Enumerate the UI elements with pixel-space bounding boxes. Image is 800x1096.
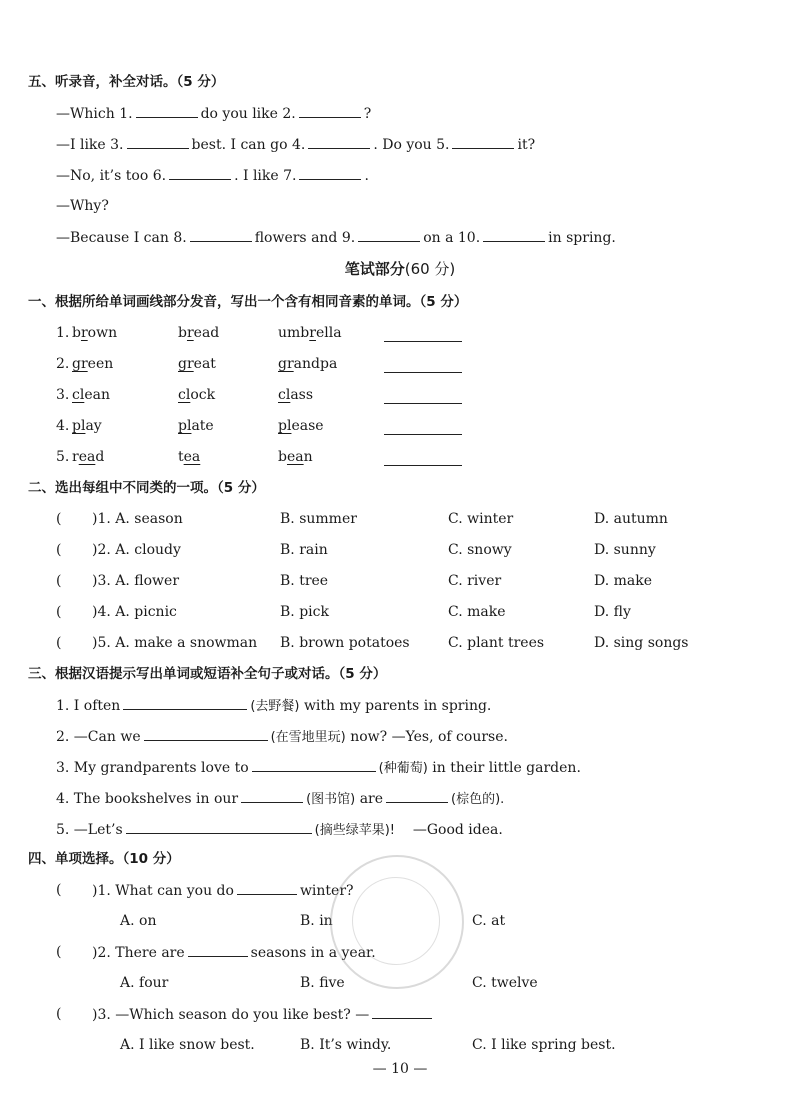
section4-heading: 四、单项选择。（10 分） (28, 851, 180, 867)
word-part: ease (291, 418, 324, 434)
word-part: t (178, 449, 184, 465)
option-b[interactable]: B. tree (280, 573, 329, 589)
fill-question-3: 3. My grandparents love to (种葡萄) in their little garden. (56, 757, 581, 779)
blank-7[interactable] (299, 165, 361, 180)
word-2 (178, 323, 219, 343)
word-3 (278, 416, 324, 436)
option-a[interactable]: )4. A. picnic (92, 604, 177, 620)
word-1 (72, 416, 102, 436)
option-d[interactable]: D. autumn (594, 511, 668, 527)
underlined-letters: ea (183, 449, 201, 465)
option-a[interactable]: )3. A. flower (92, 573, 180, 589)
choice-question-1: )1. What can you do winter? (92, 880, 354, 901)
answer-blank[interactable] (384, 434, 462, 435)
answer-paren[interactable]: ( (56, 542, 62, 558)
choice-blank-2[interactable] (188, 942, 248, 957)
word-part: eat (193, 356, 216, 372)
blank-1[interactable] (136, 103, 198, 118)
answer-blank[interactable] (384, 465, 462, 466)
section2-heading: 二、选出每组中不同类的一项。（5 分） (28, 480, 265, 496)
option-d[interactable]: D. make (594, 573, 653, 589)
option-c[interactable]: C. snowy (448, 542, 512, 558)
word-3 (278, 323, 342, 343)
underlined-letters: gr (178, 356, 194, 372)
fill-blank-2[interactable] (144, 726, 268, 741)
option-a[interactable]: A. I like snow best. (120, 1037, 255, 1053)
option-c[interactable]: C. winter (448, 511, 514, 527)
underlined-letters: r (309, 325, 316, 341)
word-part: ay (85, 418, 102, 434)
fill-question-2: 2. —Can we (在雪地里玩) now? —Yes, of course. (56, 726, 508, 748)
option-b[interactable]: B. It’s windy. (300, 1037, 392, 1053)
section3-heading: 三、根据汉语提示写出单词或短语补全句子或对话。（5 分） (28, 666, 387, 682)
item-number: 1. (56, 325, 70, 341)
word-part: r (72, 449, 79, 465)
word-2 (178, 447, 200, 467)
option-b[interactable]: B. five (300, 975, 345, 991)
answer-blank[interactable] (384, 403, 462, 404)
option-b[interactable]: B. in (300, 913, 333, 929)
underlined-letters: cl (278, 387, 291, 403)
underlined-letters: cl (178, 387, 191, 403)
option-d[interactable]: D. sunny (594, 542, 656, 558)
word-part: d (95, 449, 105, 465)
word-part: umb (278, 325, 310, 341)
watermark-stamp-inner (352, 877, 440, 965)
underlined-letters: pl (278, 418, 292, 434)
answer-paren[interactable]: ( (56, 882, 62, 898)
word-part: b (278, 449, 287, 465)
written-part-title: 笔试部分(60 分) (344, 260, 456, 278)
word-1 (72, 354, 113, 374)
blank-2[interactable] (299, 103, 361, 118)
answer-paren[interactable]: ( (56, 511, 62, 527)
blank-9[interactable] (358, 227, 420, 242)
fill-blank-1[interactable] (123, 695, 247, 710)
option-b[interactable]: B. brown potatoes (280, 635, 410, 651)
option-c[interactable]: C. twelve (472, 975, 538, 991)
fill-blank-4a[interactable] (241, 788, 303, 803)
item-number: 2. (56, 356, 70, 372)
underlined-letters: ea (286, 449, 304, 465)
answer-paren[interactable]: ( (56, 635, 62, 651)
underlined-letters: r (186, 325, 194, 341)
word-part: b (72, 325, 81, 341)
answer-paren[interactable]: ( (56, 573, 62, 589)
page-number: — 10 — (372, 1061, 428, 1077)
word-2 (178, 354, 216, 374)
item-number: 5. (56, 449, 70, 465)
underlined-letters: cl (72, 387, 85, 403)
word-part: andpa (293, 356, 338, 372)
option-c[interactable]: C. river (448, 573, 502, 589)
blank-6[interactable] (169, 165, 231, 180)
word-part: ass (290, 387, 314, 403)
word-part: ead (193, 325, 220, 341)
choice-blank-3[interactable] (372, 1004, 432, 1019)
word-3 (278, 385, 313, 405)
answer-paren[interactable]: ( (56, 944, 62, 960)
fill-question-4: 4. The bookshelves in our (图书馆) are (棕色的). (56, 788, 504, 810)
option-b[interactable]: B. rain (280, 542, 328, 558)
word-part: ock (190, 387, 216, 403)
answer-blank[interactable] (384, 372, 462, 373)
word-2 (178, 385, 215, 405)
blank-8[interactable] (190, 227, 252, 242)
word-3 (278, 447, 313, 467)
word-part: ate (191, 418, 214, 434)
blank-5[interactable] (452, 134, 514, 149)
dialog-line-2: —I like 3. best. I can go 4. . Do you 5. it? (56, 134, 535, 155)
blank-10[interactable] (483, 227, 545, 242)
option-c[interactable]: C. plant trees (448, 635, 545, 651)
option-a[interactable]: )2. A. cloudy (92, 542, 181, 558)
fill-blank-3[interactable] (252, 757, 376, 772)
word-part: ella (315, 325, 342, 341)
option-d[interactable]: D. sing songs (594, 635, 689, 651)
option-a[interactable]: )5. A. make a snowman (92, 635, 258, 651)
underlined-letters: gr (72, 356, 88, 372)
dialog-line-3: —No, it’s too 6. . I like 7. . (56, 165, 369, 186)
word-part: een (87, 356, 114, 372)
word-2 (178, 416, 214, 436)
option-c[interactable]: C. make (448, 604, 506, 620)
underlined-letters: gr (278, 356, 294, 372)
word-3 (278, 354, 337, 374)
option-a[interactable]: A. on (120, 913, 157, 929)
word-1 (72, 447, 104, 467)
underlined-letters: pl (72, 418, 86, 434)
answer-blank[interactable] (384, 341, 462, 342)
word-part: own (87, 325, 118, 341)
word-part: n (303, 449, 313, 465)
blank-4[interactable] (308, 134, 370, 149)
section5-heading: 五、听录音，补全对话。（5 分） (28, 74, 225, 90)
option-c[interactable]: C. I like spring best. (472, 1037, 616, 1053)
answer-paren[interactable]: ( (56, 604, 62, 620)
dialog-line-5: —Because I can 8. flowers and 9. on a 10. in spring. (56, 227, 616, 248)
watermark-stamp (330, 855, 464, 989)
option-d[interactable]: D. fly (594, 604, 631, 620)
option-b[interactable]: B. summer (280, 511, 357, 527)
choice-question-2: )2. There are seasons in a year. (92, 942, 376, 963)
word-part: b (178, 325, 187, 341)
option-a[interactable]: A. four (120, 975, 169, 991)
word-1 (72, 323, 117, 343)
section1-heading: 一、根据所给单词画线部分发音，写出一个含有相同音素的单词。（5 分） (28, 294, 468, 310)
fill-question-5: 5. —Let’s (摘些绿苹果)! —Good idea. (56, 819, 503, 841)
word-part: ean (84, 387, 110, 403)
word-1 (72, 385, 110, 405)
choice-blank-1[interactable] (237, 880, 297, 895)
blank-3[interactable] (127, 134, 189, 149)
option-b[interactable]: B. pick (280, 604, 329, 620)
choice-question-3: )3. —Which season do you like best? — (92, 1004, 435, 1025)
dialog-line-1: —Which 1. do you like 2. ? (56, 103, 371, 124)
underlined-letters: ea (78, 449, 96, 465)
fill-blank-5[interactable] (126, 819, 312, 834)
option-c[interactable]: C. at (472, 913, 506, 929)
option-a[interactable]: )1. A. season (92, 511, 183, 527)
item-number: 4. (56, 418, 70, 434)
underlined-letters: pl (178, 418, 192, 434)
underlined-letters: r (80, 325, 88, 341)
fill-question-1: 1. I often (去野餐) with my parents in spring. (56, 695, 491, 717)
dialog-line-4: —Why? (56, 198, 109, 214)
fill-blank-4b[interactable] (386, 788, 448, 803)
answer-paren[interactable]: ( (56, 1006, 62, 1022)
item-number: 3. (56, 387, 70, 403)
